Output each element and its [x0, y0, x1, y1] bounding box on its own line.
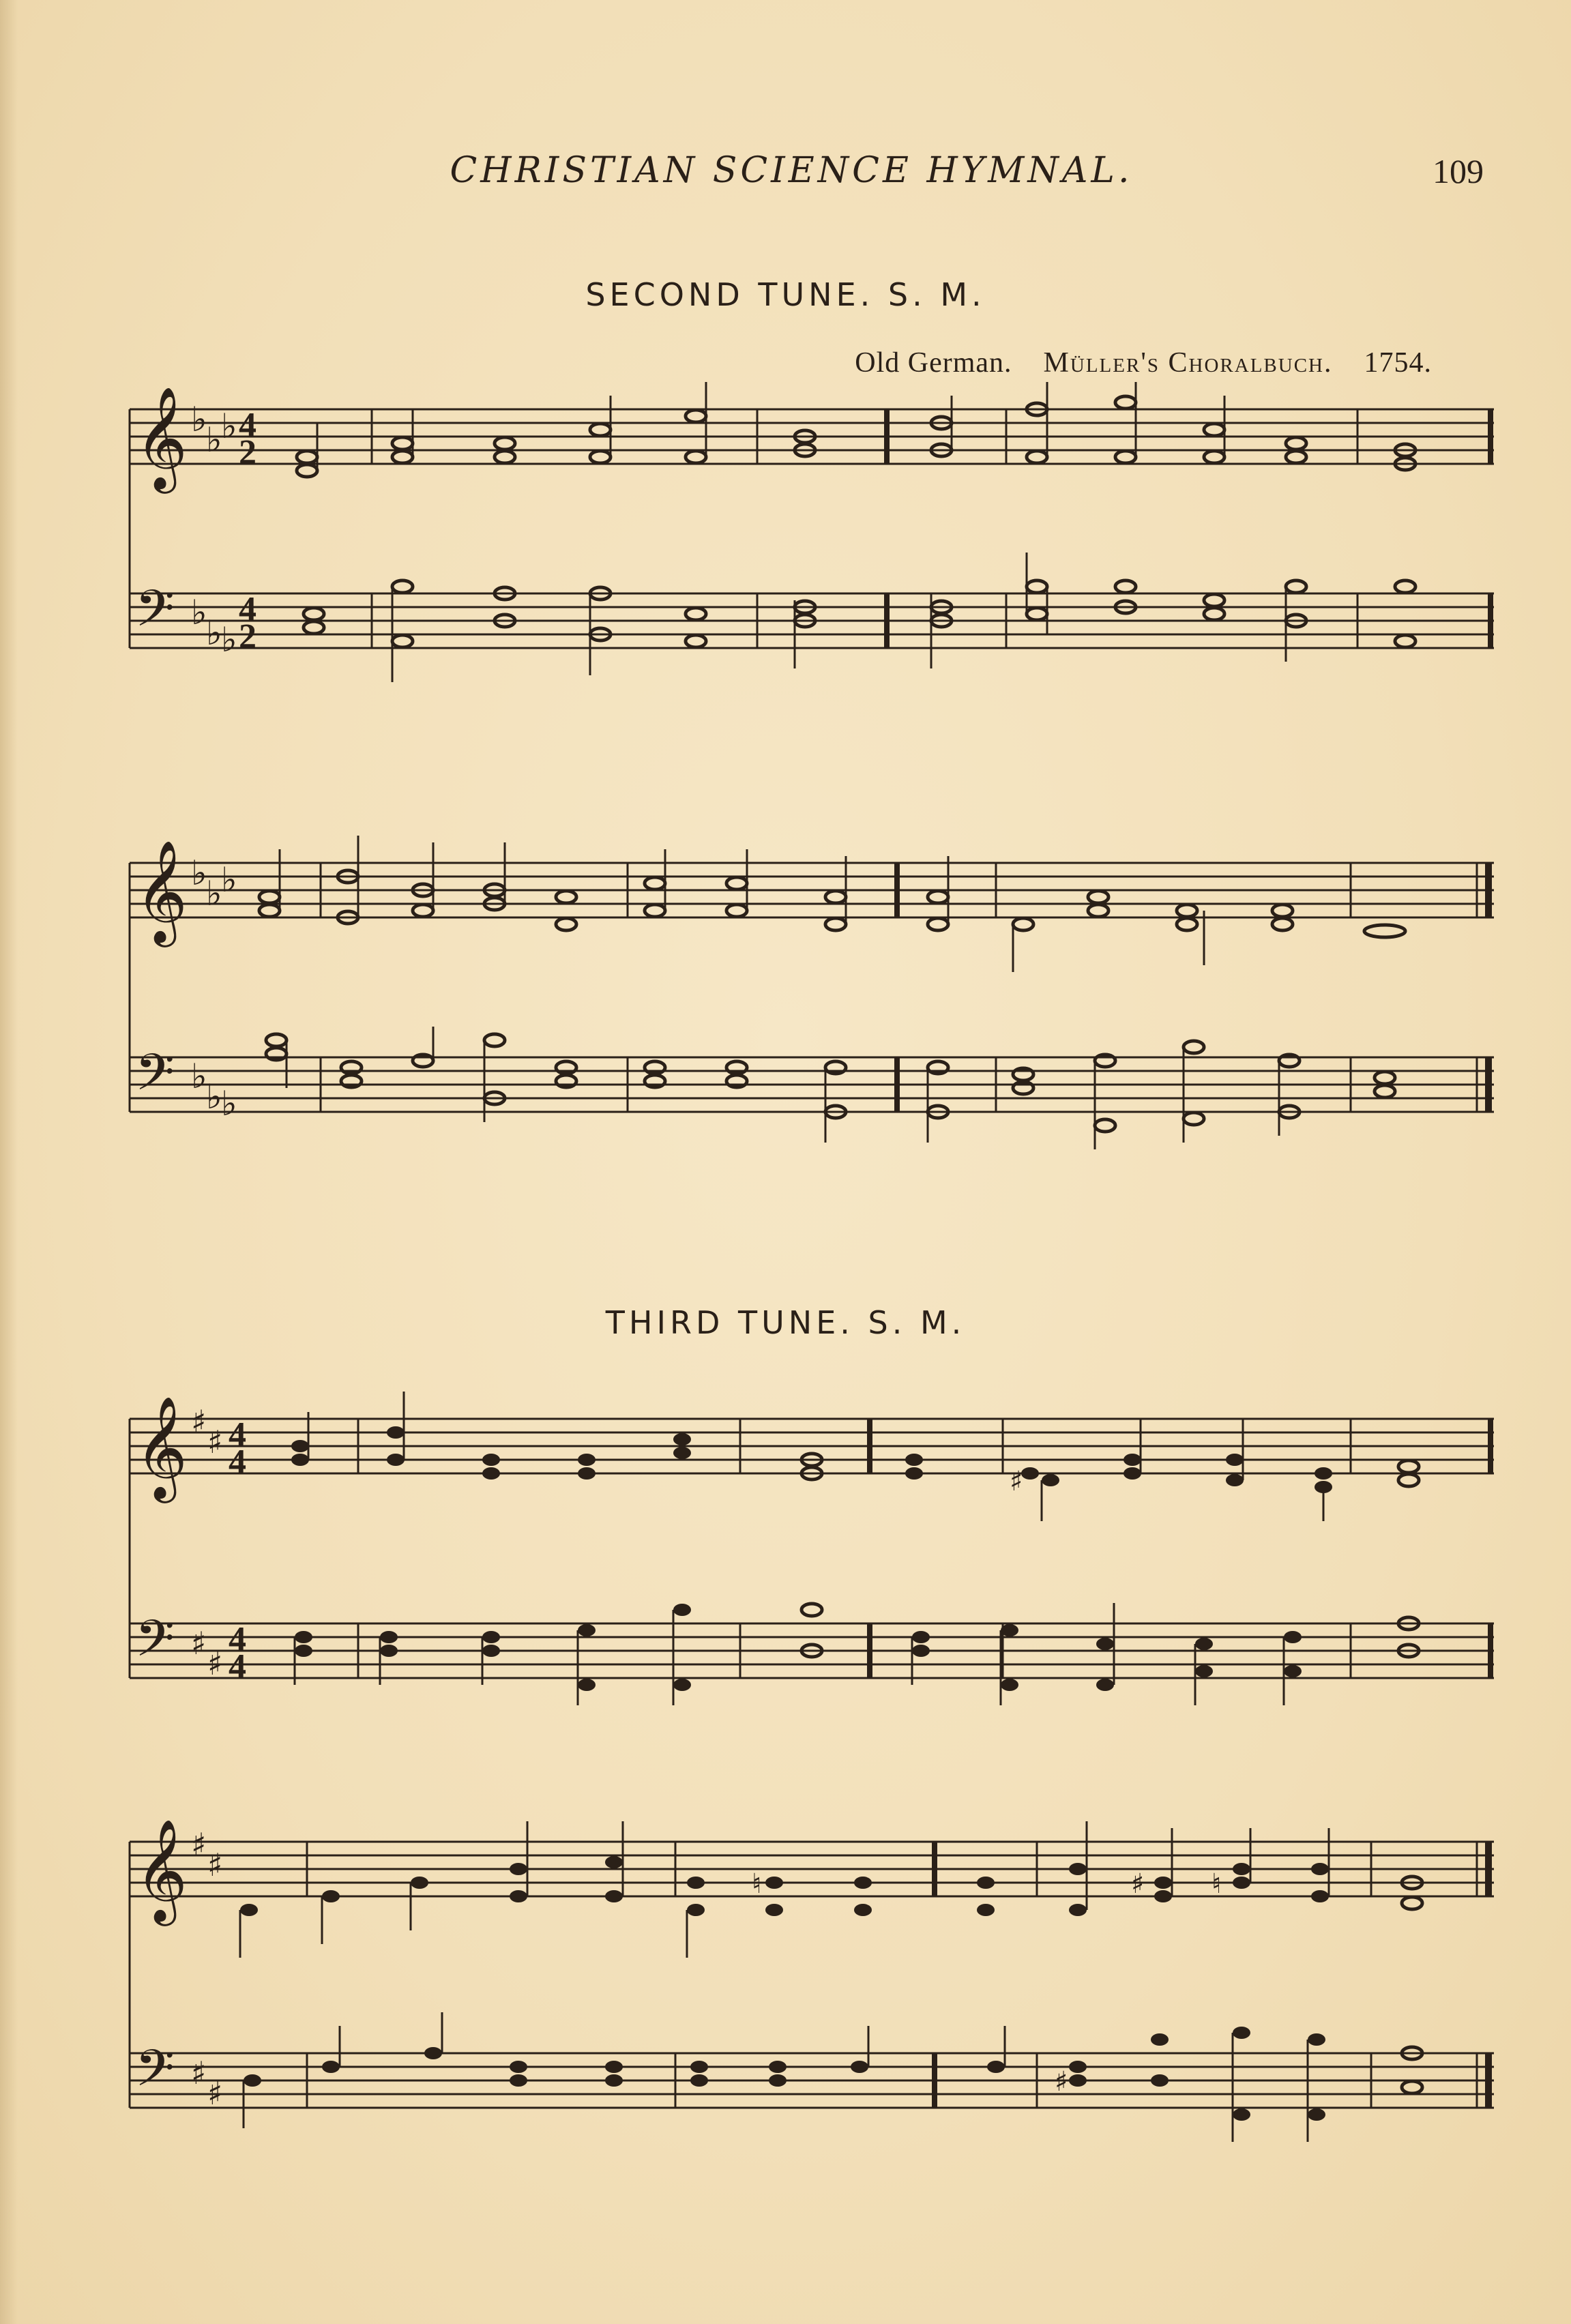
svg-text:♯: ♯: [191, 1826, 207, 1863]
svg-text:♭: ♭: [191, 1057, 207, 1096]
svg-text:♭: ♭: [206, 874, 222, 913]
svg-text:♯: ♯: [207, 1424, 223, 1460]
svg-text:4: 4: [239, 406, 256, 445]
page-gutter-shadow: [0, 0, 18, 2324]
svg-text:♭: ♭: [221, 620, 237, 660]
key-signature-flats: [191, 853, 237, 1123]
second-tune-attribution: [855, 347, 1432, 379]
second-tune-title: SECOND TUNE. S. M.: [585, 276, 986, 313]
grand-staff-2: [123, 836, 1501, 1149]
svg-text:♭: ♭: [191, 400, 207, 439]
time-signature: [239, 406, 256, 656]
note-stems: [280, 836, 1279, 1149]
music-system-3: [123, 1378, 1501, 1705]
svg-text:4: 4: [229, 1443, 246, 1482]
music-system-4: [123, 1801, 1501, 2156]
svg-text:♭: ♭: [206, 420, 222, 460]
attribution-source: Müller's Choralbuch.: [1043, 347, 1333, 379]
music-system-1: [123, 382, 1501, 682]
time-signature: [229, 1415, 246, 1686]
bass-clef-icon: 𝄢: [135, 1043, 175, 1115]
half-notes: [1402, 1877, 1422, 2093]
svg-text:♯: ♯: [1055, 2066, 1068, 2098]
attribution-origin: Old German.: [855, 347, 1012, 379]
sharp-accidental-icon: ♯: [1010, 1466, 1023, 1497]
bass-clef-icon: 𝄢: [135, 2039, 175, 2110]
music-system-2: [123, 836, 1501, 1149]
svg-text:♭: ♭: [221, 860, 237, 900]
svg-text:♭: ♭: [221, 1084, 237, 1123]
svg-text:♯: ♯: [207, 2075, 223, 2112]
key-signature-sharps: [191, 1403, 222, 1682]
grand-staff-3: [123, 1378, 1501, 1705]
svg-text:♭: ♭: [206, 613, 222, 653]
page-number: 109: [1433, 152, 1484, 190]
grand-staff-1: [123, 382, 1501, 682]
accidentals: [752, 1868, 1221, 2098]
svg-text:2: 2: [239, 617, 256, 656]
third-tune-title: THIRD TUNE. S. M.: [605, 1304, 966, 1341]
svg-text:4: 4: [239, 590, 256, 629]
final-double-barline: [1477, 863, 1488, 1112]
svg-text:♯: ♯: [207, 1847, 223, 1883]
attribution-year: 1754.: [1364, 347, 1432, 379]
svg-text:4: 4: [229, 1647, 246, 1686]
grand-staff-4: [123, 1801, 1501, 2156]
svg-text:4: 4: [229, 1620, 246, 1659]
bass-clef-icon: 𝄢: [135, 579, 175, 651]
svg-text:♭: ♭: [206, 1077, 222, 1117]
treble-clef-icon: 𝄞: [135, 1818, 188, 1922]
note-stems: [317, 382, 1286, 682]
svg-text:♯: ♯: [191, 2055, 207, 2091]
notes: [297, 396, 1415, 647]
svg-text:♯: ♯: [191, 1403, 207, 1440]
treble-clef-icon: 𝄞: [135, 839, 188, 943]
svg-text:♯: ♯: [1131, 1868, 1145, 1900]
treble-clef-icon: 𝄞: [135, 385, 188, 489]
svg-text:♭: ♭: [191, 593, 207, 632]
svg-text:♮: ♮: [752, 1868, 762, 1900]
key-signature-flats: [191, 400, 237, 660]
svg-text:2: 2: [239, 433, 256, 472]
svg-text:♯: ♯: [207, 1645, 223, 1682]
treble-clef-icon: 𝄞: [135, 1395, 188, 1499]
running-head: CHRISTIAN SCIENCE HYMNAL.: [450, 150, 1133, 191]
notes: [259, 870, 1405, 1132]
svg-text:♭: ♭: [191, 853, 207, 893]
svg-text:♭: ♭: [221, 407, 237, 446]
svg-text:4: 4: [229, 1415, 246, 1454]
svg-text:♯: ♯: [191, 1625, 207, 1662]
svg-text:♮: ♮: [1212, 1868, 1222, 1900]
bass-clef-icon: 𝄢: [135, 1609, 175, 1681]
barlines: [372, 409, 1357, 648]
